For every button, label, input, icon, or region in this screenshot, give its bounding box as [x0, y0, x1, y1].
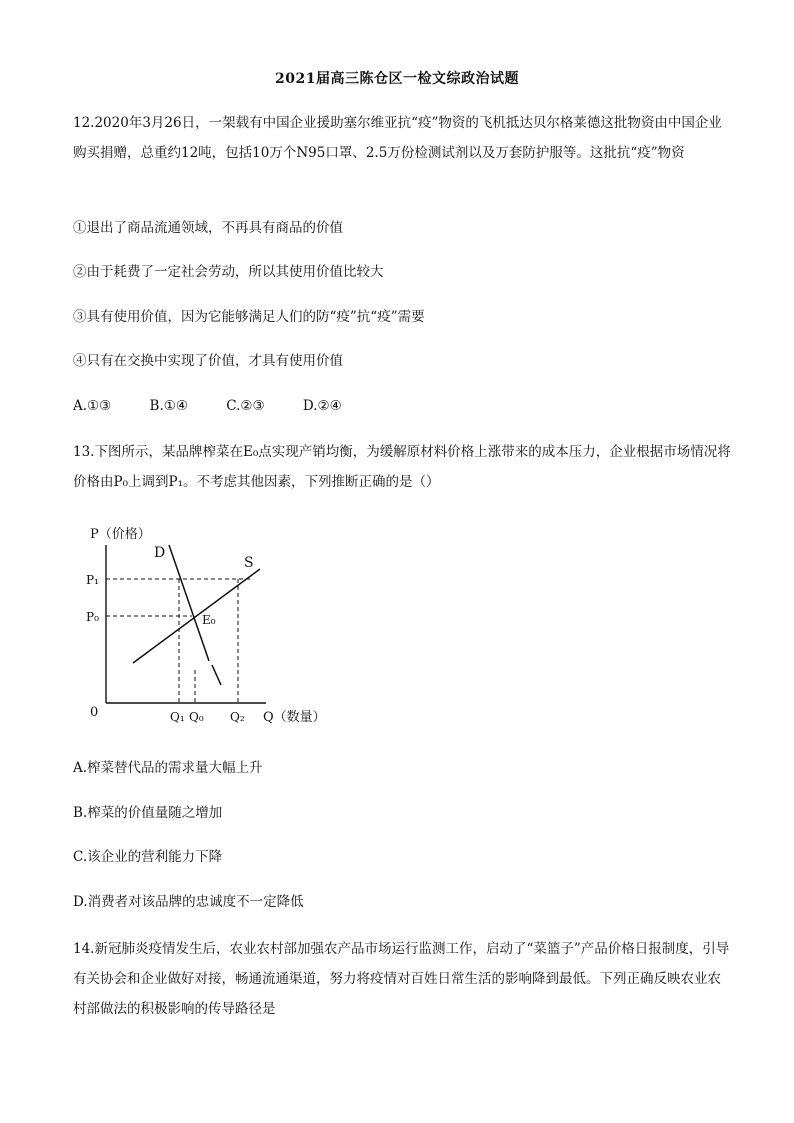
supply-demand-graph	[78, 515, 378, 730]
equilibrium-label: E₀	[202, 613, 216, 627]
supply-label: S	[244, 555, 254, 571]
demand-curve-tail	[212, 665, 221, 685]
question-12-stem: 12.2020年3月26日，一架载有中国企业援助塞尔维亚抗“疫”物资的飞机抵达贝尔格莱德这批物资由中国企业购买捐赠，总重约12吨，包括10万个N95口罩、2.5万份检测试剂以及万套防护服等。这批抗“疫”物资	[73, 115, 722, 161]
q13-option-d: D.消费者对该品牌的忠诚度不一定降低	[73, 894, 304, 910]
q12-option-b: B.①④	[149, 398, 188, 414]
q13-option-a: A.榨菜替代品的需求量大幅上升	[73, 760, 263, 776]
q1-label: Q₁	[170, 710, 185, 724]
page-title: 2021届高三陈仓区一检文综政治试题	[275, 71, 519, 87]
q12-item-3: ③具有使用价值，因为它能够满足人们的防“疫”抗“疫”需要	[73, 309, 425, 325]
question-14-stem: 14.新冠肺炎疫情发生后，农业农村部加强农产品市场运行监测工作，启动了“菜篮子”产品价格日报制度，引导有关协会和企业做好对接，畅通流通渠道，努力将疫情对百姓日常生活的影响降到最低。下列正确反映农业农村部做法的积极影响的传导路径是	[73, 941, 730, 1017]
demand-curve	[169, 545, 209, 661]
x-axis-label: Q（数量）	[263, 710, 326, 725]
p1-label: P₁	[86, 573, 99, 587]
q2-label: Q₂	[230, 710, 245, 724]
q12-item-4: ④只有在交换中实现了价值，才具有使用价值	[73, 353, 343, 369]
guide-lines	[106, 579, 253, 703]
y-axis-label: P（价格）	[90, 527, 151, 542]
question-13-stem: 13.下图所示，某品牌榨菜在E₀点实现产销均衡，为缓解原材料价格上涨带来的成本压力，企业根据市场情况将价格由P₀上调到P₁。不考虑其他因素，下列推断正确的是（）	[73, 444, 731, 490]
demand-label: D	[154, 545, 166, 561]
q12-option-c: C.②③	[226, 398, 265, 414]
p0-label: P₀	[86, 610, 99, 624]
q13-option-c: C.该企业的营利能力下降	[73, 849, 223, 865]
q12-option-a: A.①③	[73, 398, 112, 414]
q12-item-1: ①退出了商品流通领域，不再具有商品的价值	[73, 220, 343, 236]
q13-option-b: B.榨菜的价值量随之增加	[73, 805, 223, 821]
origin-label: 0	[90, 705, 99, 720]
q12-item-2: ②由于耗费了一定社会劳动，所以其使用价值比较大	[73, 264, 384, 280]
q12-options	[73, 396, 376, 416]
q0-label: Q₀	[189, 710, 204, 724]
q12-option-d: D.②④	[302, 398, 342, 414]
supply-curve	[133, 569, 260, 663]
